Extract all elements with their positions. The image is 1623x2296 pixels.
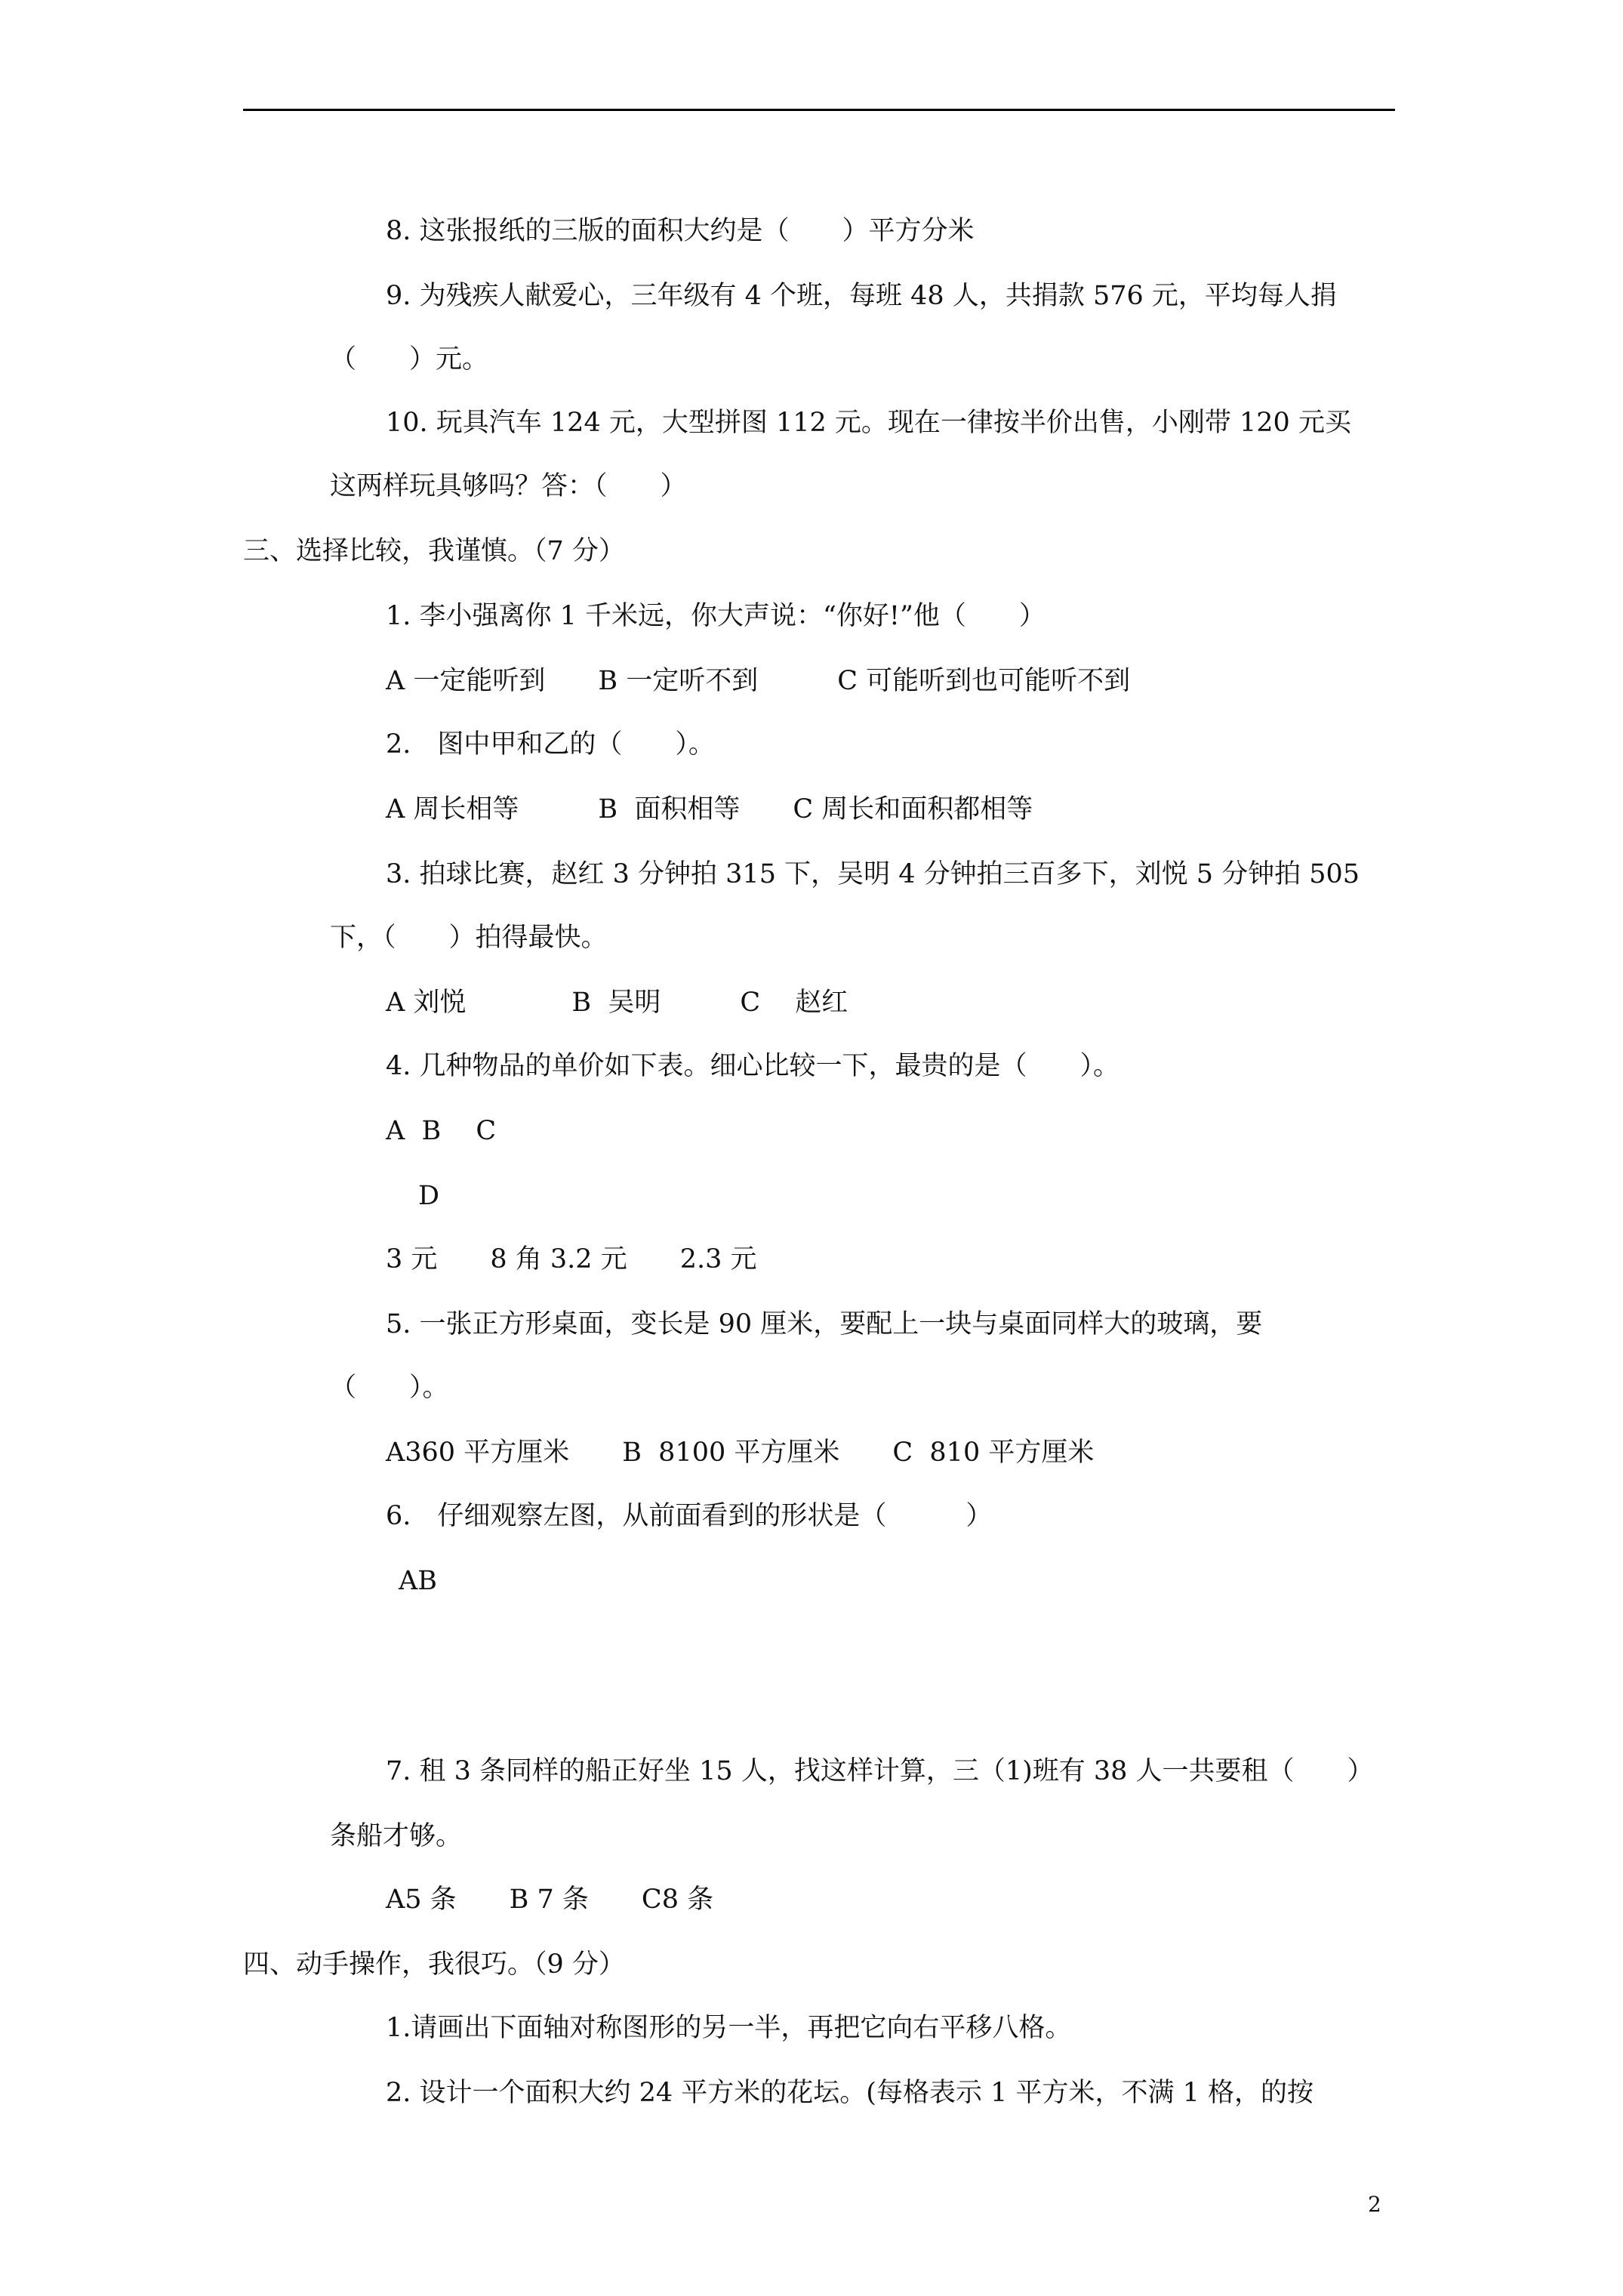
question-9-continued: （ ）元。 (330, 344, 489, 374)
section-three-heading: 三、选择比较，我谨慎。（7 分） (243, 536, 625, 566)
mc-question-4-options: A B C (386, 1116, 497, 1146)
mc-question-7-options: A5 条 B 7 条 C8 条 (386, 1885, 714, 1915)
question-9: 9. 为残疾人献爱心，三年级有 4 个班，每班 48 人，共捐款 576 元，平均每人捐 (386, 281, 1337, 311)
hands-on-question-1: 1.请画出下面轴对称图形的另一半，再把它向右平移八格。 (386, 2013, 1072, 2043)
mc-question-5-options: A360 平方厘米 B 8100 平方厘米 C 810 平方厘米 (386, 1438, 1095, 1468)
mc-question-5: 5. 一张正方形桌面，变长是 90 厘米，要配上一块与桌面同样大的玻璃，要 (386, 1309, 1263, 1339)
mc-question-6-options: AB (399, 1566, 437, 1596)
mc-question-3: 3. 拍球比赛，赵红 3 分钟拍 315 下，吴明 4 分钟拍三百多下，刘悦 5 分钟拍 505 (386, 859, 1360, 889)
mc-question-3-continued: 下，（ ）拍得最快。 (330, 923, 608, 953)
question-8: 8. 这张报纸的三版的面积大约是（ ）平方分米 (386, 216, 975, 246)
mc-question-7: 7. 租 3 条同样的船正好坐 15 人，找这样计算，三（1)班有 38 人一共要租（ ） (386, 1756, 1374, 1786)
hands-on-question-2: 2. 设计一个面积大约 24 平方米的花坛。(每格表示 1 平方米，不满 1 格，的按 (386, 2078, 1314, 2108)
mc-question-1-options: A 一定能听到 B 一定听不到 C 可能听到也可能听不到 (386, 666, 1131, 696)
mc-question-2-options: A 周长相等 B 面积相等 C 周长和面积都相等 (386, 794, 1033, 824)
mc-question-1: 1. 李小强离你 1 千米远，你大声说：“你好!”他（ ） (386, 601, 1046, 631)
mc-question-4-option-d: D (418, 1181, 440, 1211)
question-10: 10. 玩具汽车 124 元，大型拼图 112 元。现在一律按半价出售，小刚带 120 元买 (386, 408, 1351, 438)
question-10-continued: 这两样玩具够吗？答：（ ） (330, 471, 687, 501)
page-number: 2 (1368, 2192, 1381, 2217)
mc-question-2: 2. 图中甲和乙的（ ）。 (386, 729, 715, 760)
mc-question-6: 6. 仔细观察左图，从前面看到的形状是（ ） (386, 1501, 993, 1531)
mc-question-5-continued: （ ）。 (330, 1373, 449, 1403)
section-four-heading: 四、动手操作，我很巧。（9 分） (243, 1949, 625, 1980)
mc-question-7-continued: 条船才够。 (330, 1821, 463, 1851)
mc-question-4-prices: 3 元 8 角 3.2 元 2.3 元 (386, 1244, 757, 1274)
mc-question-3-options: A 刘悦 B 吴明 C 赵红 (386, 988, 848, 1018)
header-rule (243, 109, 1395, 111)
mc-question-4: 4. 几种物品的单价如下表。细心比较一下，最贵的是（ ）。 (386, 1051, 1120, 1081)
